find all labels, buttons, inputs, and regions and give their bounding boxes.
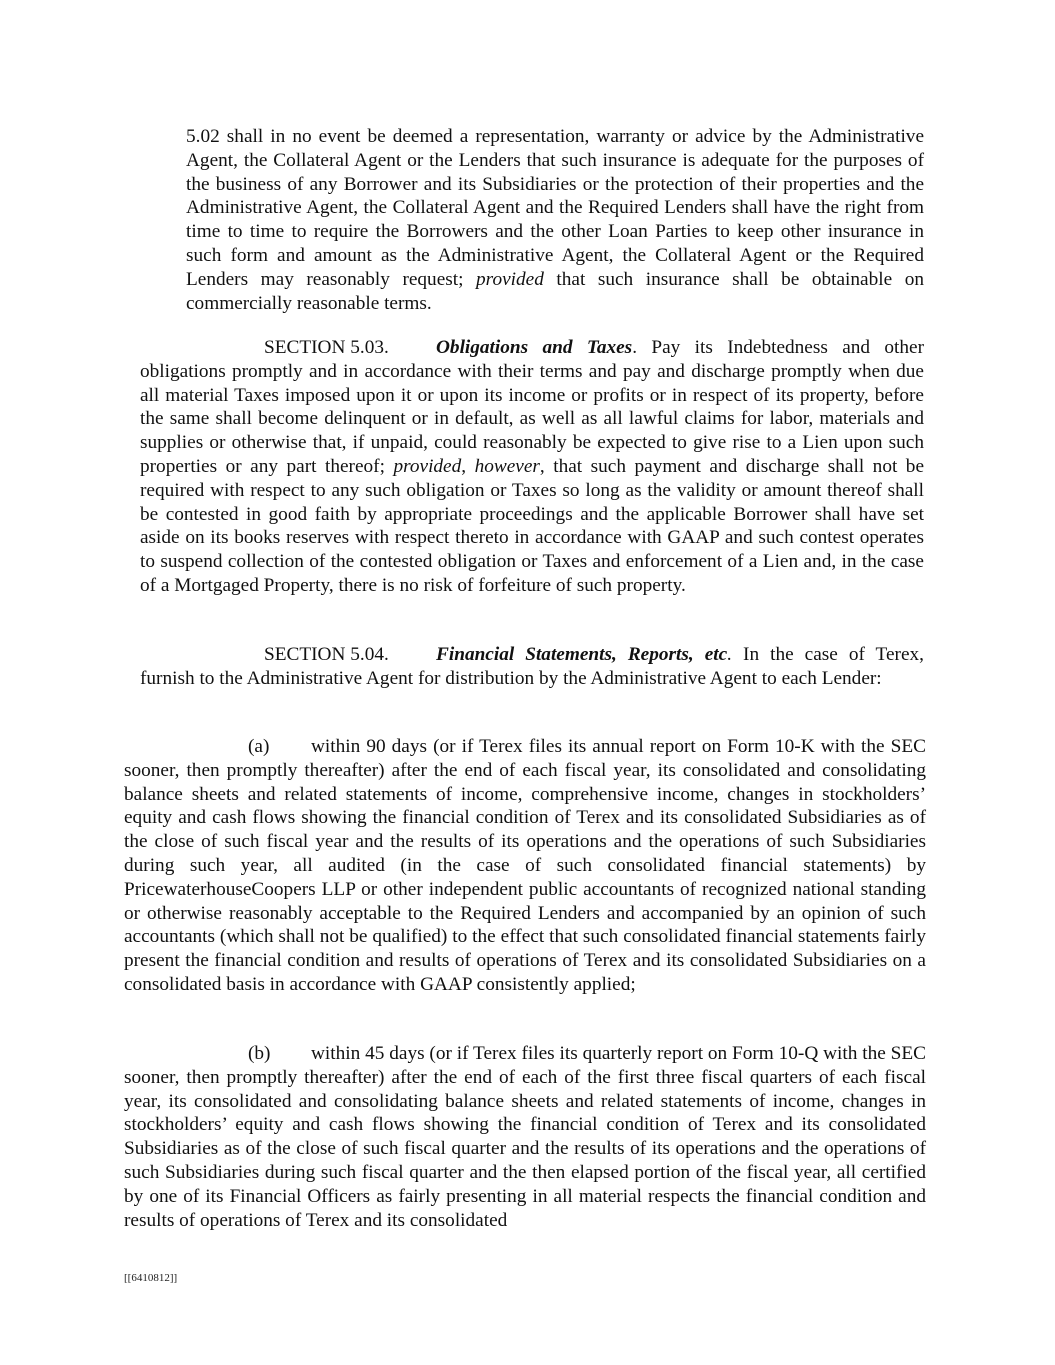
footer-doc-id: [[6410812]] — [124, 1272, 178, 1284]
section-503-paragraph — [140, 336, 924, 598]
clause-a-paragraph — [124, 735, 926, 997]
section-503-text-3: , that such payment and discharge shall not be required with respect to any such obligation or Taxes so long as the validity or amount thereof shall be contested in good faith by appropriate proceedings and the applicable Borrower shall have set aside on its books reserves with respect thereto in accordance with GAAP and such contest operates to suspend collection of the contested obligation or Taxes and enforcement of a Lien and, in the case of a Mortgaged Property, there is no risk of forfeiture of such property. — [140, 455, 925, 596]
clause-b-text: within 45 days (or if Terex files its quarterly report on Form 10-Q with the SEC sooner, then promptly thereafter) after the end of each of the first three fiscal quarters of each fiscal year, its consolidated and consolidating balance sheets and related statements of income, changes in stockholders’ equity and cash flows showing the financial condition of Terex and its consolidated Subsidiaries as of the close of such fiscal quarter and the results of its operations and the operations of such Subsidiaries during such fiscal quarter and the then elapsed portion of the fiscal year, all certified by one of its Financial Officers as fairly presenting in all material respects the financial condition and results of operations of Terex and its consolidated — [124, 1043, 926, 1231]
section-503-text-1: Pay its Indebtedness and other obligations promptly and in accordance with their terms and pay and discharge promptly when due all material Taxes imposed upon it or upon its income or profits or in respect of its property, before the same shall become delinquent or in default, as well as all lawful claims for labor, materials and supplies or otherwise that, if unpaid, could reasonably be expected to give rise to a Lien upon such properties or any part thereof; — [140, 337, 924, 477]
carryover-text-1: 5.02 shall in no event be deemed a representation, warranty or advice by the Administrative Agent, the Collateral Agent or the Lenders that such insurance is adequate for the purposes of the business of any Borrower and its Subsidiaries or the protection of their properties and the Administrative Agent, the Collateral Agent and the Required Lenders shall have the right from time to time to require the Borrowers and the other Loan Parties to keep other insurance in such form and amount as the Administrative Agent, the Collateral Agent or the Required Lenders may reasonably request; — [186, 126, 924, 290]
section-503-provided: provided — [393, 455, 462, 477]
section-503-title-punct: . — [632, 337, 638, 358]
section-504-title: Financial Statements, Reports, etc — [436, 644, 728, 665]
section-504-paragraph — [140, 643, 924, 691]
section-504-title-punct: . — [727, 644, 733, 665]
clause-a-text: within 90 days (or if Terex files its annual report on Form 10-K with the SEC sooner, then promptly thereafter) after the end of each fiscal year, its consolidated and consolidating balance sheets and related statements of income, comprehensive income, changes in stockholders’ equity and cash flows showing the financial condition of Terex and its consolidated Subsidiaries as of the close of such fiscal year and the results of its operations and the operations of such Subsidiaries during such year, all audited (in the case of such consolidated financial statements) by PricewaterhouseCoopers LLP or other independent public accountants of recognized national standing or otherwise reasonably acceptable to the Required Lenders and accompanied by an opinion of such accountants (which shall not be qualified) to the effect that such consolidated financial statements fairly present the financial condition and results of operations of Terex and its consolidated Subsidiaries on a consolidated basis in accordance with GAAP consistently applied; — [124, 736, 926, 995]
clause-b-enum: (b) — [248, 1043, 271, 1064]
clause-b-paragraph — [124, 1042, 926, 1232]
carryover-paragraph — [186, 125, 924, 315]
clause-a-enum: (a) — [248, 736, 270, 757]
section-504-text-1: In the case of Terex, furnish to the Administrative Agent for distribution by the Administrative Agent to each Lender: — [140, 644, 924, 689]
section-503-title: Obligations and Taxes — [436, 337, 633, 358]
section-504-label: SECTION 5.04. — [264, 644, 389, 665]
section-503-however: however — [474, 455, 540, 477]
section-503-label: SECTION 5.03. — [264, 337, 389, 358]
carryover-text-2: that such insurance shall be obtainable on commercially reasonable terms. — [186, 268, 924, 314]
section-503-text-2: , — [461, 455, 475, 477]
carryover-provided: provided — [476, 268, 544, 290]
